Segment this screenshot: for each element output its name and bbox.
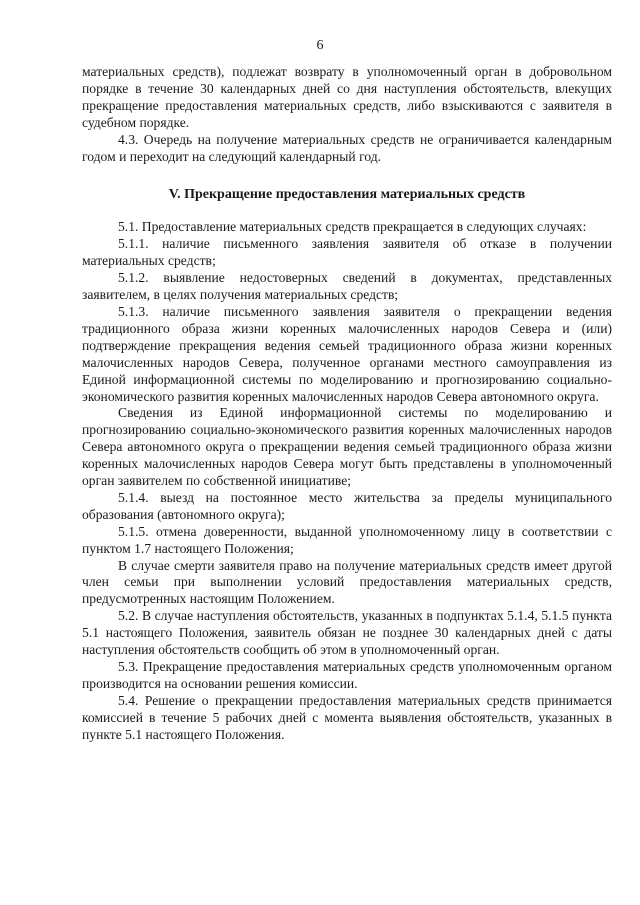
page-number: 6 (316, 38, 324, 53)
paragraph-continuation: материальных средств), подлежат возврату в уполномоченный орган в добровольном порядке в течение 30 календарных дней со дня наступления обстоятельств, влекущих прекращение предоставления материальных средств, либо взыскиваются с заявителя в судебном порядке. (82, 64, 612, 130)
paragraph-5-3: 5.3. Прекращение предоставления материальных средств уполномоченным органом производится на основании решения комиссии. (82, 659, 612, 691)
paragraph-5-1-1: 5.1.1. наличие письменного заявления заявителя об отказе в получении материальных средств; (82, 236, 612, 269)
document-body (82, 64, 612, 744)
paragraph-5-2: 5.2. В случае наступления обстоятельств, указанных в подпунктах 5.1.4, 5.1.5 пункта 5.1 настоящего Положения, заявитель обязан не позднее 30 календарных дней с даты наступления обстоятельств сообщить об этом в уполномоченный орган. (82, 608, 612, 658)
paragraph-5-1-5: 5.1.5. отмена доверенности, выданной уполномоченному лицу в соответствии с пунктом 1.7 настоящего Положения; (82, 523, 612, 556)
paragraph-5-1-2: 5.1.2. выявление недостоверных сведений в документах, представленных заявителем, в целях получения материальных средств; (82, 270, 612, 303)
section-heading: V. Прекращение предоставления материальных средств (168, 187, 526, 203)
paragraph-info-system: Сведения из Единой информационной системы по моделированию и прогнозированию социально-экономического развития коренных малочисленных народов Севера автономного округа о прекращении ведения семьей традиционного образа жизни коренных малочисленных народов Севера могут быть представлены в уполномоченный орган заявителем по собственной инициативе; (82, 405, 612, 489)
paragraph-5-4: 5.4. Решение о прекращении предоставления материальных средств принимается комиссией в течение 5 рабочих дней с момента выявления обстоятельств, указанных в пункте 5.1 настоящего Положения. (82, 692, 612, 742)
paragraph-4-3: 4.3. Очередь на получение материальных средств не ограничивается календарным годом и переходит на следующий календарный год. (82, 131, 612, 164)
paragraph-5-1: 5.1. Предоставление материальных средств прекращается в следующих случаях: (118, 219, 587, 235)
paragraph-death-case: В случае смерти заявителя право на получение материальных средств имеет другой член семьи при выполнении условий предоставления материальных средств, предусмотренных настоящим Положением. (82, 557, 612, 607)
paragraph-5-1-3: 5.1.3. наличие письменного заявления заявителя о прекращении ведения традиционного образа жизни коренных малочисленных народов Севера и (или) подтверждение прекращения ведения семьей традиционного образа жизни коренных малочисленных народов Севера, полученное органами местного самоуправления из Единой информационной системы по моделированию и прогнозированию социально-экономического развития коренных малочисленных народов Севера автономного округа. (82, 303, 612, 404)
paragraph-5-1-4: 5.1.4. выезд на постоянное место жительства за пределы муниципального образования (автономного округа); (82, 489, 612, 522)
